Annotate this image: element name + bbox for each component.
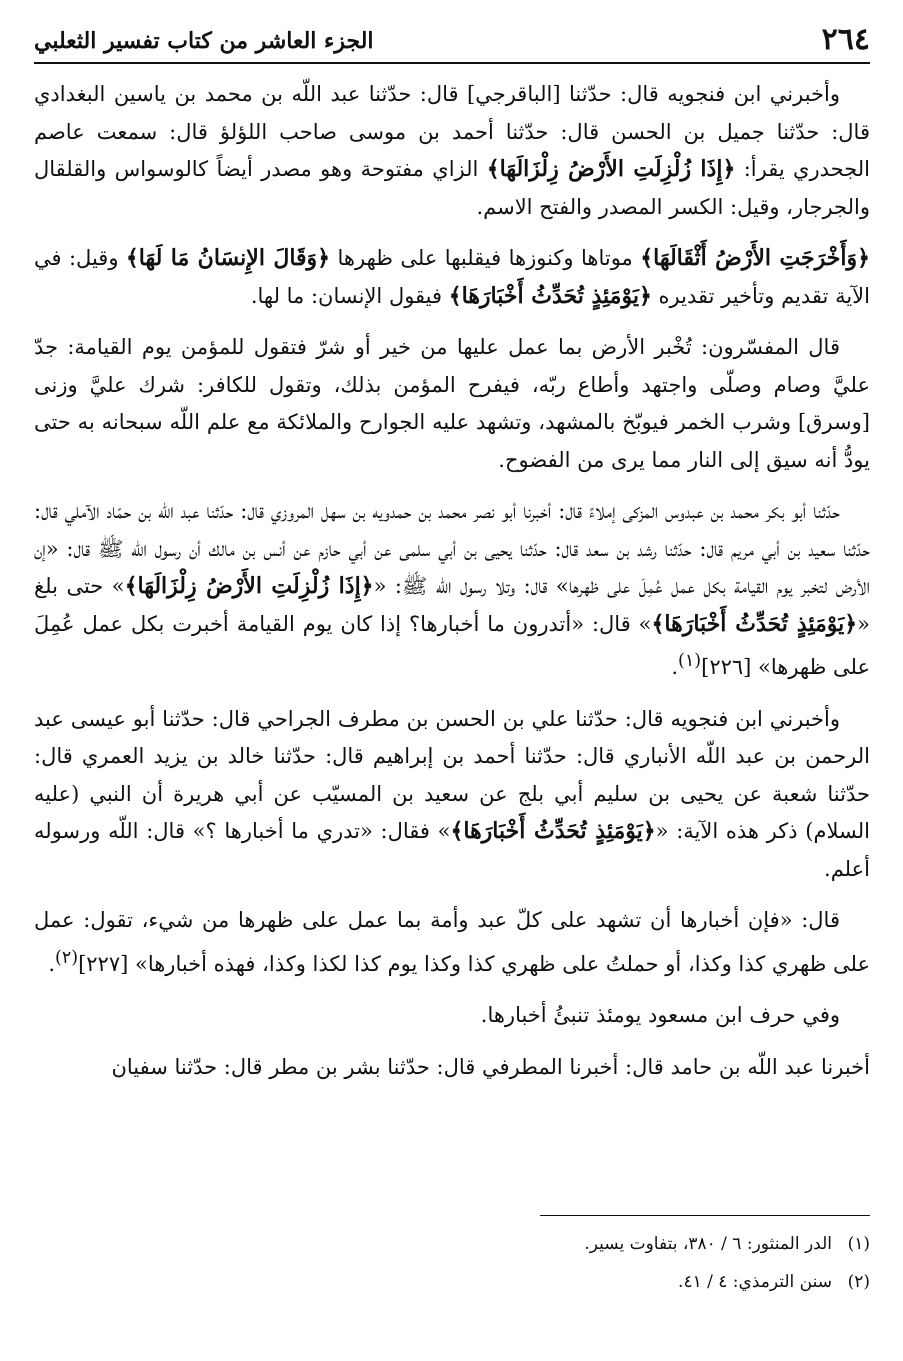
- text-run: .: [671, 655, 679, 679]
- quran-verse: ﴿وَقَالَ الإِنسَانُ مَا لَهَا﴾: [125, 245, 331, 271]
- quran-verse: ﴿يَوْمَئِذٍ تُحَدِّثُ أَخْبَارَهَا﴾: [450, 818, 656, 844]
- page: [34, 20, 870, 1340]
- text-run: » حتى بلغ «: [34, 574, 871, 636]
- quran-verse: ﴿وَأَخْرَجَتِ الأَرْضُ أَثْقَالَهَا﴾: [640, 245, 871, 271]
- text-run: فيقول الإنسان: ما لها.: [250, 283, 449, 308]
- text-run: وأخبرني ابن فنجويه قال: حدّثنا [الباقرجي] قال: حدّثنا عبد اللّه بن محمد بن ياسين البغدادي قال: حدّثنا جميل بن الحسن قال: حدّثنا أحمد بن موسى صاحب اللؤلؤ قال: سمعت عاصم الجحدري يقرأ:: [34, 82, 870, 181]
- text-run: » فقال: «تدري ما أخبارها ؟» قال: اللّه ورسوله أعلم.: [34, 819, 870, 881]
- footnote-separator: [540, 1215, 870, 1216]
- footnote-text: الدر المنثور: ٦ / ٣٨٠، بتفاوت يسير.: [584, 1234, 832, 1254]
- text-run: أخبرنا عبد اللّه بن حامد قال: أخبرنا المطرفي قال: حدّثنا بشر بن مطر قال: حدّثنا سفيان: [111, 1054, 870, 1079]
- text-run: وفي حرف ابن مسعود يومئذ تنبئُ أخبارها.: [480, 1003, 840, 1027]
- running-title: الجزء العاشر من كتاب تفسير الثعلبي: [34, 28, 374, 54]
- paragraph-3: [34, 329, 870, 479]
- text-run: .: [48, 951, 55, 976]
- page-number: ٢٦٤: [821, 22, 870, 57]
- footnote-mark: (١): [847, 1234, 870, 1254]
- quran-verse: ﴿إِذَا زُلْزِلَتِ الأَرْضُ زِلْزَالَهَا﴾: [486, 156, 736, 182]
- paragraph-2: [34, 240, 870, 315]
- body-text: [34, 76, 870, 1086]
- paragraph-1: [34, 76, 870, 226]
- text-run: حدّثنا أبو بكر محمد بن عبدوس المزكى إملاءً قال: أخبرنا أبو نصر محمد بن حمدويه بن سهل المروزي قال: حدّثنا عبد اللّه بن حمّاد الآملي قال: حدّثنا سعيد بن أبي مريم قال: حدّثنا رشد بن سعد قال: حدّثنا يحيى بن أبي سلمى عن أبي حازم عن أنس بن مالك أن رسول اللّه ﷺ قال: «إن الأرض لتخبر يوم القيامة بكل عمل عُمِلَ على ظهرها» قال: وتلا رسول اللّه ﷺ: «: [34, 499, 871, 598]
- footnote-1: [34, 1225, 870, 1263]
- footnote-ref: (٢): [55, 947, 79, 968]
- text-run: » قال: «أتدرون ما أخبارها؟ إذا كان يوم القيامة أخبرت بكل عمل عُمِلَ على ظهرها» [٢٢٦]: [34, 611, 870, 679]
- text-run: موتاها وكنوزها فيقلبها على ظهرها: [330, 246, 641, 270]
- text-run: وقيل: في الآية تقديم وتأخير تقديره: [34, 246, 870, 308]
- text-run: الزاي مفتوحة وهو مصدر أيضاً كالوسواس والقلقال والجرجار، وقيل: الكسر المصدر والفتح الاسم.: [34, 157, 870, 219]
- paragraph-8: [34, 1049, 870, 1087]
- footnote-text: سنن الترمذي: ٤ / ٤١.: [678, 1272, 832, 1292]
- footnotes: [34, 1225, 870, 1301]
- paragraph-4: [34, 493, 870, 687]
- text-run: قال المفسّرون: تُخْبر الأرض بما عمل عليها من خير أو شرّ فتقول للمؤمن يوم القيامة: جدّ عليَّ وصام وصلّى واجتهد وأطاع ربّه، فيفرح المؤمن بذلك، وتقول للكافر: شرك عليَّ وزنى [وسرق] وشرب الخمر فيوبّخ بالمشهد، وتشهد عليه الجوارح والملائكة مع علم اللّه سبحانه به حتى يودُّ أنه سيق إلى النار مما يرى من الفضوح.: [34, 335, 870, 472]
- page-header: [34, 20, 870, 64]
- paragraph-5: [34, 701, 870, 889]
- quran-verse: ﴿إِذَا زُلْزِلَتِ الأَرْضُ زِلْزَالَهَا﴾: [124, 573, 374, 599]
- quran-verse: ﴿يَوْمَئِذٍ تُحَدِّثُ أَخْبَارَهَا﴾: [448, 282, 652, 309]
- paragraph-6: [34, 902, 870, 983]
- text-run: قال: «فإن أخبارها أن تشهد على كلّ عبد وأمة بما عمل على ظهرها من شيء، تقول: عمل على ظهري كذا وكذا، أو حملتُ على ظهري كذا وكذا يوم كذا لكذا وكذا، فهذه أخبارها» [٢٢٧]: [34, 908, 870, 976]
- text-run: وأخبرني ابن فنجويه قال: حدّثنا علي بن الحسن بن مطرف الجراحي قال: حدّثنا أبو عيسى عبد الرحمن بن عبد اللّه الأنباري قال: حدّثنا أحمد بن إبراهيم قال: حدّثنا خالد بن يزيد العمري قال: حدّثنا شعبة عن يحيى بن سليم أبي بلج عن سعيد بن المسيّب عن أبي هريرة أن النبي (عليه السلام) ذكر هذه الآية: «: [34, 706, 870, 843]
- footnote-mark: (٢): [847, 1272, 870, 1292]
- quran-verse: ﴿يَوْمَئِذٍ تُحَدِّثُ أَخْبَارَهَا﴾: [651, 610, 858, 637]
- footnote-2: [34, 1263, 870, 1301]
- paragraph-7: [34, 997, 870, 1035]
- footnote-ref: (١): [678, 651, 702, 671]
